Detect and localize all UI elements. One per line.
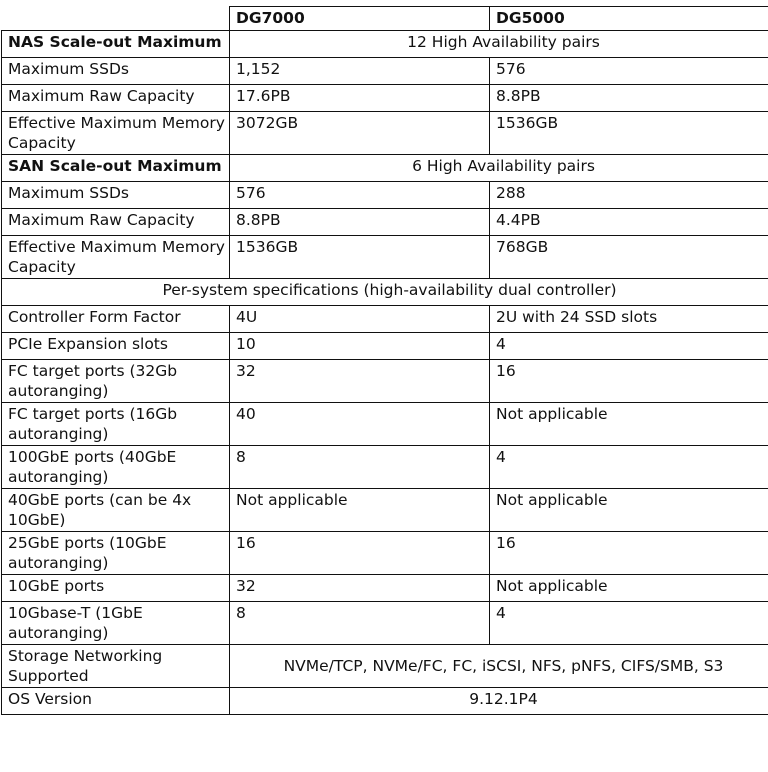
dg5000-value: 8.8PB xyxy=(490,85,768,112)
table-row xyxy=(2,85,768,112)
table-row xyxy=(2,236,768,279)
dg7000-value: 17.6PB xyxy=(230,85,490,112)
dg7000-value: 8.8PB xyxy=(230,209,490,236)
row-label: 10Gbase-T (1GbE autoranging) xyxy=(2,602,230,645)
header-blank-cell xyxy=(2,7,230,31)
nas-section-title: NAS Scale-out Maximum xyxy=(2,31,230,58)
row-label: 10GbE ports xyxy=(2,575,230,602)
per-system-row xyxy=(2,279,768,306)
dg5000-value: Not applicable xyxy=(490,489,768,532)
dg5000-value: 4.4PB xyxy=(490,209,768,236)
table-row xyxy=(2,532,768,575)
dg7000-value: 16 xyxy=(230,532,490,575)
table-row xyxy=(2,306,768,333)
table-row xyxy=(2,489,768,532)
dg5000-value: 16 xyxy=(490,360,768,403)
nas-ha-pairs: 12 High Availability pairs xyxy=(230,31,768,58)
dg7000-value: Not applicable xyxy=(230,489,490,532)
san-section-row xyxy=(2,155,768,182)
dg5000-value: Not applicable xyxy=(490,575,768,602)
row-label: Maximum SSDs xyxy=(2,182,230,209)
table-row xyxy=(2,112,768,155)
row-label: 25GbE ports (10GbE autoranging) xyxy=(2,532,230,575)
header-dg7000: DG7000 xyxy=(230,7,490,31)
san-ha-pairs: 6 High Availability pairs xyxy=(230,155,768,182)
dg5000-value: 4 xyxy=(490,602,768,645)
dg7000-value: 8 xyxy=(230,446,490,489)
dg7000-value: 32 xyxy=(230,575,490,602)
dg5000-value: 576 xyxy=(490,58,768,85)
nas-section-row xyxy=(2,31,768,58)
os-row xyxy=(2,688,768,715)
row-label: FC target ports (32Gb autoranging) xyxy=(2,360,230,403)
dg5000-value: Not applicable xyxy=(490,403,768,446)
networking-label: Storage Networking Supported xyxy=(2,645,230,688)
table-row xyxy=(2,182,768,209)
dg7000-value: 3072GB xyxy=(230,112,490,155)
table-row xyxy=(2,602,768,645)
os-value: 9.12.1P4 xyxy=(230,688,768,715)
row-label: 100GbE ports (40GbE autoranging) xyxy=(2,446,230,489)
per-system-title: Per-system specifications (high-availability dual controller) xyxy=(2,279,768,306)
dg7000-value: 32 xyxy=(230,360,490,403)
networking-row xyxy=(2,645,768,688)
dg5000-value: 288 xyxy=(490,182,768,209)
row-label: Maximum Raw Capacity xyxy=(2,85,230,112)
row-label: 40GbE ports (can be 4x 10GbE) xyxy=(2,489,230,532)
spec-table xyxy=(1,6,768,715)
dg7000-value: 40 xyxy=(230,403,490,446)
row-label: Maximum SSDs xyxy=(2,58,230,85)
table-row xyxy=(2,333,768,360)
dg7000-value: 1536GB xyxy=(230,236,490,279)
table-row xyxy=(2,403,768,446)
dg5000-value: 1536GB xyxy=(490,112,768,155)
row-label: Effective Maximum Memory Capacity xyxy=(2,236,230,279)
table-row xyxy=(2,209,768,236)
san-section-title: SAN Scale-out Maximum xyxy=(2,155,230,182)
dg7000-value: 4U xyxy=(230,306,490,333)
row-label: Effective Maximum Memory Capacity xyxy=(2,112,230,155)
dg5000-value: 16 xyxy=(490,532,768,575)
table-row xyxy=(2,575,768,602)
dg7000-value: 8 xyxy=(230,602,490,645)
table-row xyxy=(2,58,768,85)
table-row xyxy=(2,446,768,489)
dg5000-value: 4 xyxy=(490,333,768,360)
table-row xyxy=(2,360,768,403)
dg5000-value: 768GB xyxy=(490,236,768,279)
row-label: PCIe Expansion slots xyxy=(2,333,230,360)
row-label: Maximum Raw Capacity xyxy=(2,209,230,236)
dg5000-value: 4 xyxy=(490,446,768,489)
row-label: FC target ports (16Gb autoranging) xyxy=(2,403,230,446)
dg5000-value: 2U with 24 SSD slots xyxy=(490,306,768,333)
dg7000-value: 1,152 xyxy=(230,58,490,85)
dg7000-value: 10 xyxy=(230,333,490,360)
header-dg5000: DG5000 xyxy=(490,7,768,31)
os-label: OS Version xyxy=(2,688,230,715)
dg7000-value: 576 xyxy=(230,182,490,209)
row-label: Controller Form Factor xyxy=(2,306,230,333)
networking-value: NVMe/TCP, NVMe/FC, FC, iSCSI, NFS, pNFS, CIFS/SMB, S3 xyxy=(230,645,768,688)
header-row xyxy=(2,7,768,31)
